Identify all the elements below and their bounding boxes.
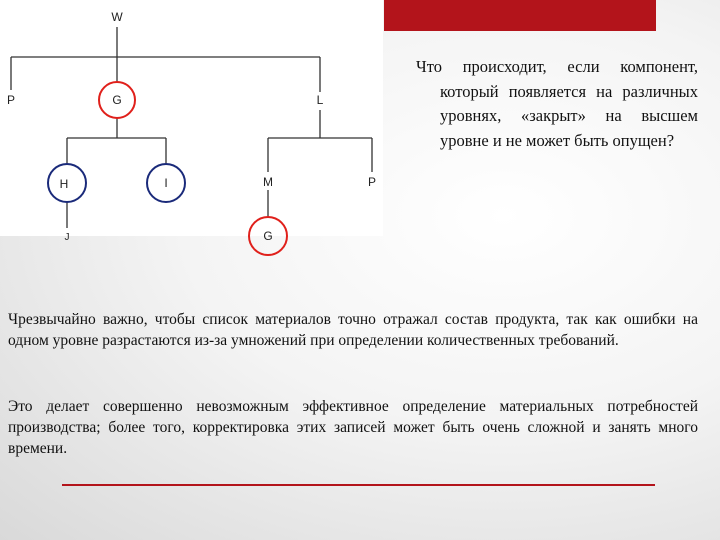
- question-text: Что происходит, если компонент, который появляется на различных уровнях, «закрыт» на высшем уровне и не может быть опущен?: [416, 57, 698, 150]
- tree-connectors: [11, 27, 372, 228]
- node-l-label: L: [316, 93, 324, 107]
- node-p-label: P: [6, 93, 16, 107]
- node-w-label: W: [111, 10, 123, 24]
- node-i-label: I: [164, 176, 168, 190]
- product-structure-tree: [0, 0, 383, 243]
- body-paragraph-1: Чрезвычайно важно, чтобы список материалов точно отражал состав продукта, так как ошибки на одном уровне разрастаются из-за умножений при определении количественных требований.: [8, 311, 698, 349]
- tree-diagram: [0, 0, 383, 260]
- node-j-label: J: [64, 232, 70, 243]
- bottom-divider: [62, 484, 655, 486]
- node-m-label: M: [263, 175, 273, 189]
- node-g2-label: G: [263, 229, 273, 243]
- body-paragraph-2: Это делает совершенно невозможным эффективное определение материальных потребностей производства; более того, корректировка этих записей может быть очень сложной и занять много времени.: [8, 398, 698, 457]
- node-g-label: G: [112, 93, 122, 107]
- question-callout: [416, 55, 698, 153]
- node-p2-label: P: [367, 175, 377, 189]
- node-h-label: H: [59, 177, 69, 191]
- title-banner: [384, 0, 656, 31]
